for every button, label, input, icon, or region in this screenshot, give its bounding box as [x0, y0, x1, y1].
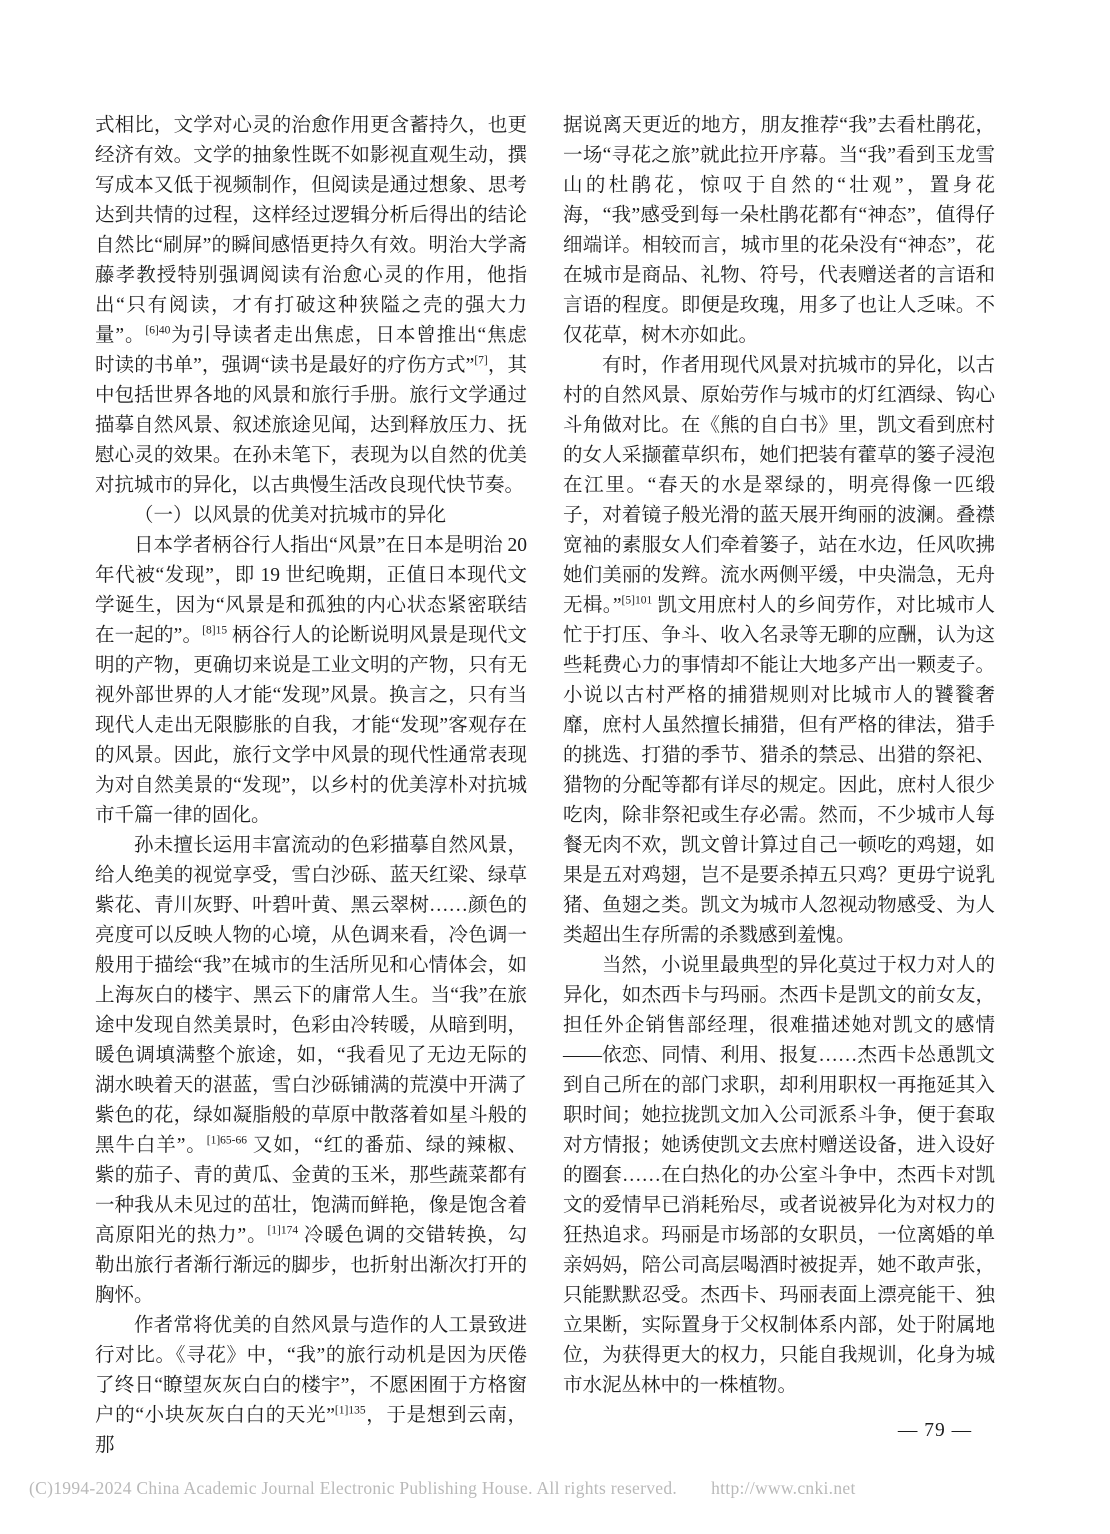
text-columns	[95, 111, 995, 1461]
page-number: — 79 —	[897, 1420, 973, 1441]
footer-copyright-text: (C)1994-2024 China Academic Journal Electronic Publishing House. All rights reserved.	[29, 1478, 678, 1498]
paragraph: 有时，作者用现代风景对抗城市的异化，以古村的自然风景、原始劳作与城市的灯红酒绿、钩心斗角做对比。在《熊的自白书》里，凯文看到庶村的女人采撷藿草织布，她们把装有藿草的篓子浸泡在江里。“春天的水是翠绿的，明亮得像一匹缎子，对着镜子般光滑的蓝天展开绚丽的波澜。叠襟宽袖的素服女人们牵着篓子，站在水边，任风吹拂她们美丽的发辫。流水两侧平缓，中央湍急，无舟无楫。”$^{[5]101}$ 凯文用庶村人的乡间劳作，对比城市人忙于打压、争斗、收入名录等无聊的应酬，认为这些耗费心力的事情却不能让大地多产出一颗麦子。小说以古村严格的捕猎规则对比城市人的饕餮奢靡，庶村人虽然擅长捕猎，但有严格的律法，猎手的挑选、打猎的季节、猎杀的禁忌、出猎的祭祀、猎物的分配等都有详尽的规定。因此，庶村人很少吃肉，除非祭祀或生存必需。然而，不少城市人每餐无肉不欢，凯文曾计算过自己一顿吃的鸡翅，如果是五对鸡翅，岂不是要杀掉五只鸡？更毋宁说乳猪、鱼翅之类。凯文为城市人忽视动物感受、为人类超出生存所需的杀戮感到羞愧。	[563, 355, 995, 946]
left-column	[95, 111, 527, 1461]
paragraph: 当然，小说里最典型的异化莫过于权力对人的异化，如杰西卡与玛丽。杰西卡是凯文的前女友，担任外企销售部经理，很难描述她对凯文的感情——依恋、同情、利用、报复……杰西卡怂恿凯文到自己所在的部门求职，却利用职权一再拖延其入职时间；她拉拢凯文加入公司派系斗争，便于套取对方情报；她诱使凯文去庶村赠送设备，进入设好的圈套……在白热化的办公室斗争中，杰西卡对凯文的爱情早已消耗殆尽，或者说被异化为对权力的狂热追求。玛丽是市场部的女职员，一位离婚的单亲妈妈，陪公司高层喝酒时被捉弄，她不敢声张，只能默默忍受。杰西卡、玛丽表面上漂亮能干、独立果断，实际置身于父权制体系内部，处于附属地位，为获得更大的权力，只能自我规训，化身为城市水泥丛林中的一株植物。	[563, 955, 995, 1396]
paragraph: 作者常将优美的自然风景与造作的人工景致进行对比。《寻花》中，“我”的旅行动机是因为厌倦了终日“瞭望灰灰白白的楼宇”，不愿困囿于方格窗户的“小块灰灰白白的天光”$^{[1]135}$，于是想到云南，那	[95, 1315, 527, 1456]
citation-ref: [5]101	[621, 594, 653, 607]
paragraph-continuation: 据说离天更近的地方，朋友推荐“我”去看杜鹃花，一场“寻花之旅”就此拉开序幕。当“我”看到玉龙雪山的杜鹃花，惊叹于自然的“壮观”，置身花海，“我”感受到每一朵杜鹃花都有“神态”，值得仔细端详。相较而言，城市里的花朵没有“神态”，花在城市是商品、礼物、符号，代表赠送者的言语和言语的程度。即便是玫瑰，用多了也让人乏味。不仅花草，树木亦如此。	[563, 115, 995, 346]
paragraph: 日本学者柄谷行人指出“风景”在日本是明治 20 年代被“发现”，即 19 世纪晚期，正值日本现代文学诞生，因为“风景是和孤独的内心状态紧密联结在一起的”。$^{[8]15}$ 柄谷行人的论断说明风景是现代文明的产物，更确切来说是工业文明的产物，只有无视外部世界的人才能“发现”风景。换言之，只有当现代人走出无限膨胀的自我，才能“发现”客观存在的风景。因此，旅行文学中风景的现代性通常表现为对自然美景的“发现”，以乡村的优美淳朴对抗城市千篇一律的固化。	[95, 535, 527, 826]
footer-url-text: http://www.cnki.net	[711, 1478, 856, 1498]
citation-ref: [1]174	[267, 1224, 299, 1237]
paragraph-continuation: 式相比，文学对心灵的治愈作用更含蓄持久，也更经济有效。文学的抽象性既不如影视直观生动，撰写成本又低于视频制作，但阅读是通过想象、思考达到共情的过程，这样经过逻辑分析后得出的结论自然比“刷屏”的瞬间感悟更持久有效。明治大学斋藤孝教授特别强调阅读有治愈心灵的作用，他指出“只有阅读，才有打破这种狭隘之壳的强大力量”。$^{[6]40}$为引导读者走出焦虑，日本曾推出“焦虑时读的书单”，强调“读书是最好的疗伤方式”[7]，其中包括世界各地的风景和旅行手册。旅行文学通过描摹自然风景、叙述旅途见闻，达到释放压力、抚慰心灵的效果。在孙未笔下，表现为以自然的优美对抗城市的异化，以古典慢生活改良现代快节奏。	[95, 115, 528, 496]
citation-ref: [8]15	[202, 624, 228, 637]
citation-ref: [1]65-66	[206, 1134, 247, 1147]
citation-ref: [7]	[474, 354, 488, 367]
paragraph: 孙未擅长运用丰富流动的色彩描摹自然风景，给人绝美的视觉享受，雪白沙砾、蓝天红梁、绿草紫花、青川灰野、叶碧叶黄、黑云翠树……颜色的亮度可以反映人物的心境，从色调来看，冷色调一般用于描绘“我”在城市的生活所见和心情体会，如上海灰白的楼宇、黑云下的庸常人生。当“我”在旅途中发现自然美景时，色彩由冷转暖，从暗到明，暖色调填满整个旅途，如，“我看见了无边无际的湖水映着天的湛蓝，雪白沙砾铺满的荒漠中开满了紫色的花，绿如凝脂般的草原中散落着如星斗般的黑牛白羊”。$^{[1]65-66}$ 又如，“红的番茄、绿的辣椒、紫的茄子、青的黄瓜、金黄的玉米，那些蔬菜都有一种我从未见过的茁壮，饱满而鲜艳，像是饱含着高原阳光的热力”。$^{[1]174}$ 冷暖色调的交错转换，勾勒出旅行者渐行渐远的脚步，也折射出渐次打开的胸怀。	[95, 835, 528, 1306]
right-column	[563, 111, 995, 1461]
citation-ref: [1]135	[334, 1404, 366, 1417]
subsection-heading: （一）以风景的优美对抗城市的异化	[134, 505, 447, 526]
footer-watermark	[29, 1478, 856, 1499]
citation-ref: [6]40	[145, 324, 171, 337]
